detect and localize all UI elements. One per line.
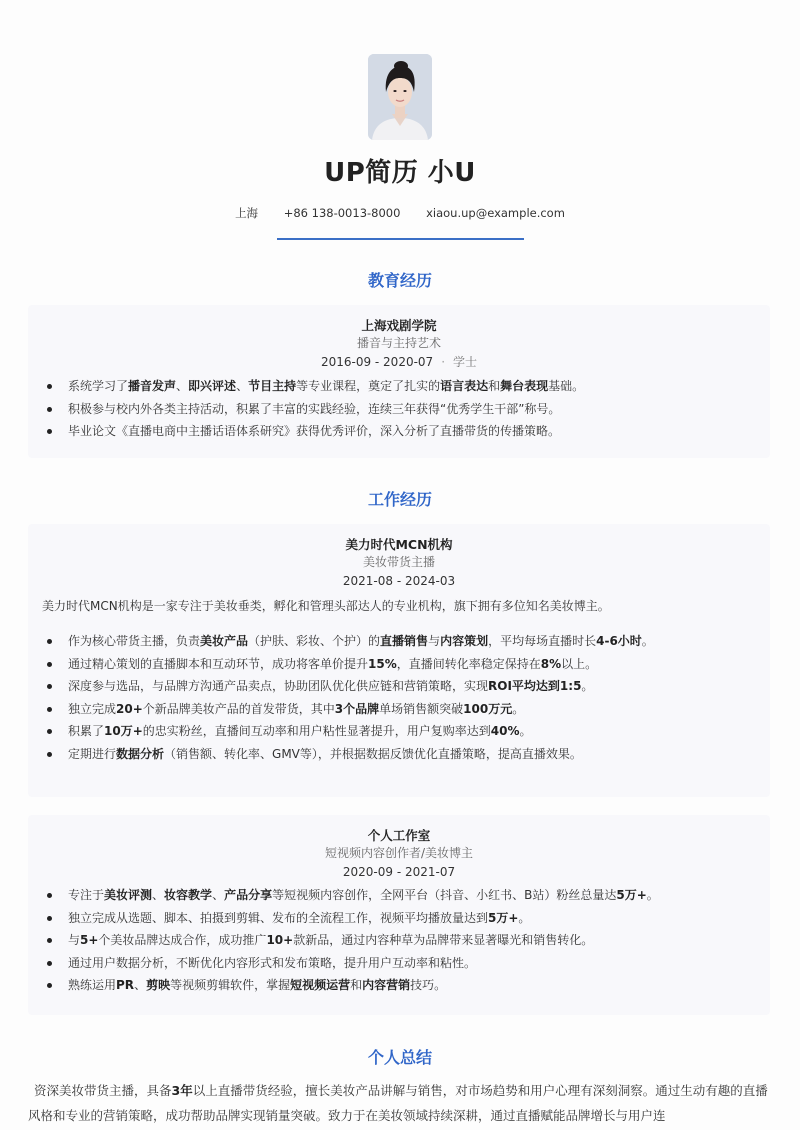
text-run: 。 xyxy=(646,888,659,902)
section-title-work: 工作经历 xyxy=(367,490,432,509)
education-card xyxy=(28,305,770,458)
text-run: 资深美妆带货主播，具备 xyxy=(34,1083,172,1098)
header-divider xyxy=(277,238,524,240)
highlight-text: 内容策划 xyxy=(440,634,489,648)
bullet-item xyxy=(42,630,756,653)
text-run: 积极参与校内外各类主持活动，积累了丰富的实践经验，连续三年获得“优秀学生干部”称号。 xyxy=(68,401,561,416)
bullet-item xyxy=(42,907,756,930)
phone[interactable]: +86 138-0013-8000 xyxy=(283,206,401,220)
text-run: 。 xyxy=(581,679,594,693)
text-run: 作为核心带货主播，负责 xyxy=(68,634,201,648)
text-run: 通过精心策划的直播脚本和互动环节，成功将客单价提升 xyxy=(68,656,369,671)
bullet-item xyxy=(42,884,756,907)
location: 上海 xyxy=(235,206,259,220)
text-run: 系统学习了 xyxy=(68,379,129,393)
highlight-text: 美妆评测 xyxy=(104,888,153,902)
bullet-item xyxy=(42,675,756,698)
highlight-text: 3个品牌 xyxy=(334,701,380,716)
company-name: 个人工作室 xyxy=(367,828,431,843)
job-dates: 2021-08 - 2024-03 xyxy=(342,574,456,588)
work-card-mcn xyxy=(28,524,770,797)
bullet-item xyxy=(42,974,756,997)
separator-dot: · xyxy=(441,355,446,369)
bullet-item xyxy=(42,698,756,721)
education-bullets xyxy=(28,372,770,443)
text-run: 熟练运用 xyxy=(68,978,117,992)
email[interactable]: xiaou.up@example.com xyxy=(426,206,565,220)
text-run: 通过用户数据分析，不断优化内容形式和发布策略，提升用户互动率和粘性。 xyxy=(68,955,477,970)
text-run: 以上。 xyxy=(561,656,598,671)
text-run: 基础。 xyxy=(548,379,585,393)
text-run: 和 xyxy=(350,978,363,992)
text-run: 等专业课程，奠定了扎实的 xyxy=(296,379,441,393)
text-run: 以上直播带货经验，擅长美妆产品讲解与销售，对市场趋势和用户心理有深刻洞察。通过生动有趣的直播风格和专业的营销策略，成功帮助品牌实现销量突破。致力于在美妆领域持续深耕，通过直播赋能品牌增长与用户连 xyxy=(28,1083,768,1123)
text-run: 、 xyxy=(236,379,249,393)
text-run: ，直播间转化率稳定保持在 xyxy=(396,656,541,671)
text-run: 积累了 xyxy=(68,724,105,738)
text-run: 独立完成从选题、脚本、拍摄到剪辑、发布的全流程工作，视频平均播放量达到 xyxy=(68,910,489,925)
bullet-item xyxy=(42,952,756,975)
candidate-name: UP简历 小U xyxy=(324,158,476,188)
portrait-photo-icon xyxy=(368,54,432,140)
text-run: 定期进行 xyxy=(68,746,117,761)
highlight-text: 20+ xyxy=(116,701,143,716)
highlight-text: 数据分析 xyxy=(116,746,165,761)
work-card-studio xyxy=(28,815,770,1015)
text-run: 、 xyxy=(212,888,225,902)
text-run: 与 xyxy=(68,933,81,947)
text-run: 。 xyxy=(641,634,654,648)
bullet-item xyxy=(42,743,756,766)
school-name: 上海戏剧学院 xyxy=(361,318,437,333)
highlight-text: 10万+ xyxy=(104,724,143,738)
highlight-text: ROI平均达到1:5 xyxy=(488,679,582,693)
degree: 学士 xyxy=(453,355,478,369)
company-name: 美力时代MCN机构 xyxy=(345,537,453,552)
highlight-text: 15% xyxy=(368,656,397,671)
bullet-item xyxy=(42,929,756,952)
text-run: 单场销售额突破 xyxy=(379,701,464,716)
highlight-text: PR xyxy=(116,978,135,992)
text-run: 深度参与选品，与品牌方沟通产品卖点，协助团队优化供应链和营销策略，实现 xyxy=(68,679,489,693)
highlight-text: 内容营销 xyxy=(362,978,411,992)
text-run: 、 xyxy=(176,379,189,393)
highlight-text: 40% xyxy=(490,724,520,738)
avatar xyxy=(368,54,432,140)
highlight-text: 播音发声 xyxy=(128,379,177,393)
text-run: 的忠实粉丝，直播间互动率和用户粘性显著提升，用户复购率达到 xyxy=(142,724,491,738)
summary-text xyxy=(28,1078,773,1128)
education-dates xyxy=(28,352,770,372)
highlight-text: 4-6小时 xyxy=(596,634,642,648)
highlight-text: 美妆产品 xyxy=(200,634,249,648)
highlight-text: 5+ xyxy=(80,933,99,947)
job-role: 美妆带货主播 xyxy=(362,555,435,569)
major: 播音与主持艺术 xyxy=(356,336,441,350)
text-run: （护肤、彩妆、个护）的 xyxy=(248,634,381,648)
text-run: 、 xyxy=(134,978,147,992)
bullet-item xyxy=(42,375,756,398)
text-run: 、 xyxy=(152,888,165,902)
text-run: 与 xyxy=(428,634,441,648)
highlight-text: 10+ xyxy=(266,933,294,947)
text-run: 独立完成 xyxy=(68,701,117,716)
text-run: 专注于 xyxy=(68,888,105,902)
work-bullets-studio xyxy=(28,882,770,997)
highlight-text: 短视频运营 xyxy=(290,978,351,992)
bullet-item xyxy=(42,398,756,421)
highlight-text: 5万+ xyxy=(488,910,519,925)
text-run: 个新品牌美妆产品的首发带货，其中 xyxy=(142,701,335,716)
text-run: ，平均每场直播时长 xyxy=(488,634,597,648)
text-run: 个美妆品牌达成合作，成功推广 xyxy=(98,933,267,947)
highlight-text: 3年 xyxy=(171,1083,193,1098)
bullet-item xyxy=(42,720,756,743)
text-run: 等短视频内容创作，全网平台（抖音、小红书、B站）粉丝总量达 xyxy=(272,888,617,902)
text-run: 。 xyxy=(512,701,525,716)
highlight-text: 100万元 xyxy=(463,701,513,716)
highlight-text: 舞台表现 xyxy=(500,379,549,393)
highlight-text: 语言表达 xyxy=(440,379,489,393)
highlight-text: 即兴评述 xyxy=(188,379,237,393)
highlight-text: 妆容教学 xyxy=(164,888,213,902)
highlight-text: 5万+ xyxy=(616,888,647,902)
text-run: 款新品，通过内容种草为品牌带来显著曝光和销售转化。 xyxy=(293,933,594,947)
job-role: 短视频内容创作者/美妆博主 xyxy=(324,846,474,860)
section-title-education: 教育经历 xyxy=(367,271,432,290)
text-run: 等视频剪辑软件，掌握 xyxy=(170,978,291,992)
highlight-text: 节目主持 xyxy=(248,379,297,393)
date-range: 2016-09 - 2020-07 xyxy=(320,355,434,369)
highlight-text: 直播销售 xyxy=(380,634,429,648)
bullet-item xyxy=(42,653,756,676)
text-run: 和 xyxy=(488,379,501,393)
text-run: 。 xyxy=(519,724,532,738)
text-run: （销售额、转化率、GMV等），并根据数据反馈优化直播策略，提高直播效果。 xyxy=(164,746,582,761)
text-run: 毕业论文《直播电商中主播话语体系研究》获得优秀评价，深入分析了直播带货的传播策略。 xyxy=(68,424,561,438)
bullet-item xyxy=(42,420,756,443)
job-dates: 2020-09 - 2021-07 xyxy=(342,865,456,879)
text-run: 技巧。 xyxy=(410,978,447,992)
company-intro: 美力时代MCN机构是一家专注于美妆垂类，孵化和管理头部达人的专业机构，旗下拥有多位知名美妆博主。 xyxy=(42,599,610,613)
text-run: 。 xyxy=(518,910,531,925)
highlight-text: 产品分享 xyxy=(224,888,273,902)
highlight-text: 8% xyxy=(540,656,562,671)
section-title-summary: 个人总结 xyxy=(367,1048,432,1067)
contact-info xyxy=(0,205,800,221)
work-bullets-mcn xyxy=(28,615,770,765)
highlight-text: 剪映 xyxy=(146,978,171,992)
